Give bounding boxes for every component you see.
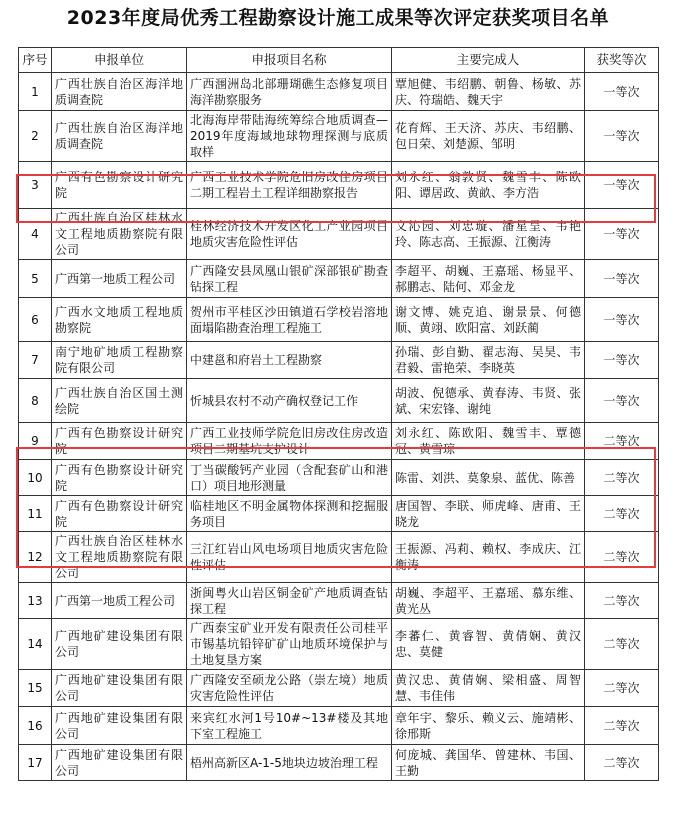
table-row xyxy=(19,423,659,460)
row-award: 一等次 xyxy=(585,73,659,111)
row-people: 胡波、倪德承、黄春涛、韦贤、张斌、宋宏锋、谢纯 xyxy=(392,379,585,423)
row-number: 17 xyxy=(19,745,52,781)
table-row xyxy=(19,460,659,496)
row-number: 8 xyxy=(19,379,52,423)
row-award: 一等次 xyxy=(585,342,659,379)
row-people: 李蕃仁、黄睿智、黄倩娴、黄汉忠、莫健 xyxy=(392,619,585,670)
row-award: 二等次 xyxy=(585,532,659,583)
table-row xyxy=(19,707,659,745)
row-number: 4 xyxy=(19,209,52,260)
row-award: 一等次 xyxy=(585,379,659,423)
row-number: 13 xyxy=(19,583,52,619)
row-unit: 广西地矿建设集团有限公司 xyxy=(52,707,187,745)
row-number: 10 xyxy=(19,460,52,496)
header-no: 序号 xyxy=(19,48,52,73)
table-header-row xyxy=(19,48,659,73)
row-project: 广西涠洲岛北部珊瑚礁生态修复项目海洋勘察服务 xyxy=(187,73,392,111)
row-people: 黄汉忠、黄倩娴、梁相盛、周智慧、韦佳伟 xyxy=(392,670,585,707)
row-award: 二等次 xyxy=(585,423,659,460)
row-unit: 广西壮族自治区桂林水文工程地质勘察院有限公司 xyxy=(52,209,187,260)
row-people: 唐国智、李联、师虎峰、唐甫、王晓龙 xyxy=(392,496,585,532)
row-people: 谢文博、姚克追、谢景景、何德顺、黄翊、欧阳富、刘跃蔺 xyxy=(392,298,585,342)
row-number: 15 xyxy=(19,670,52,707)
row-project: 广西泰宝矿业开发有限责任公司桂平市锡基坑铅锌矿矿山地质环境保护与土地复垦方案 xyxy=(187,619,392,670)
row-unit: 广西壮族自治区海洋地质调查院 xyxy=(52,73,187,111)
row-award: 二等次 xyxy=(585,619,659,670)
row-people: 何庞城、龚国华、曾建林、韦国、王勤 xyxy=(392,745,585,781)
row-unit: 广西水文地质工程地质勘察院 xyxy=(52,298,187,342)
table-row xyxy=(19,619,659,670)
row-number: 9 xyxy=(19,423,52,460)
table-row xyxy=(19,162,659,209)
table-row xyxy=(19,532,659,583)
row-unit: 广西壮族自治区海洋地质调查院 xyxy=(52,111,187,162)
row-number: 1 xyxy=(19,73,52,111)
row-people: 花育辉、王天济、苏庆、韦绍鹏、包日荣、刘楚源、邹明 xyxy=(392,111,585,162)
table-row xyxy=(19,73,659,111)
row-people: 刘永红、陈欧阳、魏雪丰、覃德冠、黄雪琼 xyxy=(392,423,585,460)
row-project: 广西工业技术学院危旧房改住房项目二期工程岩土工程详细勘察报告 xyxy=(187,162,392,209)
row-project: 梧州高新区A-1-5地块边坡治理工程 xyxy=(187,745,392,781)
row-people: 孙瑞、彭自勤、翟志海、吴昊、韦君毅、雷艳荣、李晓英 xyxy=(392,342,585,379)
row-project: 忻城县农村不动产确权登记工作 xyxy=(187,379,392,423)
row-people: 覃旭健、韦绍鹏、朝鲁、杨敏、苏庆、符瑞皓、魏天宇 xyxy=(392,73,585,111)
row-unit: 广西地矿建设集团有限公司 xyxy=(52,670,187,707)
row-project: 中建邕和府岩土工程勘察 xyxy=(187,342,392,379)
row-award: 二等次 xyxy=(585,745,659,781)
row-number: 5 xyxy=(19,260,52,298)
row-project: 广西工业技师学院危旧房改住房改造项目二期基坑支护设计 xyxy=(187,423,392,460)
row-number: 11 xyxy=(19,496,52,532)
row-award: 二等次 xyxy=(585,707,659,745)
row-project: 贺州市平桂区沙田镇道石学校岩溶地面塌陷勘查治理工程施工 xyxy=(187,298,392,342)
row-unit: 广西有色勘察设计研究院 xyxy=(52,496,187,532)
row-project: 广西隆安县凤凰山银矿深部银矿勘查钻探工程 xyxy=(187,260,392,298)
row-project: 浙闽粤火山岩区铜金矿产地质调查钻探工程 xyxy=(187,583,392,619)
row-project: 临桂地区不明金属物体探测和挖掘服务项目 xyxy=(187,496,392,532)
row-unit: 广西地矿建设集团有限公司 xyxy=(52,619,187,670)
row-project: 桂林经济技术开发区化工产业园项目地质灾害危险性评估 xyxy=(187,209,392,260)
table-row xyxy=(19,496,659,532)
row-award: 二等次 xyxy=(585,460,659,496)
page-title: 2023年度局优秀工程勘察设计施工成果等次评定获奖项目名单 xyxy=(66,7,610,29)
row-project: 北海海岸带陆海统筹综合地质调查—2019年度海域地球物理探测与底质取样 xyxy=(187,111,392,162)
table-row xyxy=(19,298,659,342)
table-row xyxy=(19,670,659,707)
row-award: 二等次 xyxy=(585,496,659,532)
header-people: 主要完成人 xyxy=(392,48,585,73)
header-project: 申报项目名称 xyxy=(187,48,392,73)
row-unit: 广西壮族自治区国土测绘院 xyxy=(52,379,187,423)
row-unit: 广西有色勘察设计研究院 xyxy=(52,423,187,460)
row-number: 2 xyxy=(19,111,52,162)
row-number: 3 xyxy=(19,162,52,209)
row-people: 文沁园、刘忠璇、潘星呈、韦艳玲、陈志高、王振源、江衡涛 xyxy=(392,209,585,260)
table-row xyxy=(19,209,659,260)
row-award: 二等次 xyxy=(585,670,659,707)
row-unit: 广西第一地质工程公司 xyxy=(52,583,187,619)
row-project: 三江红岩山风电场项目地质灾害危险性评估 xyxy=(187,532,392,583)
row-award: 一等次 xyxy=(585,111,659,162)
row-award: 一等次 xyxy=(585,162,659,209)
row-number: 7 xyxy=(19,342,52,379)
row-people: 刘永红、翁敦贤、魏雪丰、陈欧阳、谭居政、黄畝、李方浩 xyxy=(392,162,585,209)
table-row xyxy=(19,260,659,298)
row-unit: 广西有色勘察设计研究院 xyxy=(52,162,187,209)
table-row xyxy=(19,111,659,162)
row-award: 一等次 xyxy=(585,209,659,260)
row-number: 12 xyxy=(19,532,52,583)
table-row xyxy=(19,342,659,379)
row-unit: 广西壮族自治区桂林水文工程地质勘察院有限公司 xyxy=(52,532,187,583)
row-number: 14 xyxy=(19,619,52,670)
row-unit: 广西第一地质工程公司 xyxy=(52,260,187,298)
row-unit: 广西地矿建设集团有限公司 xyxy=(52,745,187,781)
row-people: 胡巍、李超平、王嘉瑶、慕东维、黄光丛 xyxy=(392,583,585,619)
awards-table xyxy=(18,47,659,781)
row-people: 李超平、胡巍、王嘉瑶、杨显平、郝鹏志、陆何、邓金龙 xyxy=(392,260,585,298)
row-award: 一等次 xyxy=(585,260,659,298)
row-award: 一等次 xyxy=(585,298,659,342)
row-award: 二等次 xyxy=(585,583,659,619)
row-number: 16 xyxy=(19,707,52,745)
row-unit: 广西有色勘察设计研究院 xyxy=(52,460,187,496)
header-award: 获奖等次 xyxy=(585,48,659,73)
row-people: 章年宇、黎乐、赖义云、施靖彬、徐邢斯 xyxy=(392,707,585,745)
row-project: 广西隆安至硕龙公路（崇左境）地质灾害危险性评估 xyxy=(187,670,392,707)
row-people: 陈雷、刘洪、莫象泉、蓝优、陈善 xyxy=(392,460,585,496)
row-unit: 南宁地矿地质工程勘察院有限公司 xyxy=(52,342,187,379)
table-row xyxy=(19,745,659,781)
table-row xyxy=(19,583,659,619)
row-project: 来宾红水河1号10#~13#楼及其地下室工程施工 xyxy=(187,707,392,745)
row-project: 丁当碳酸钙产业园（含配套矿山和港口）项目地形测量 xyxy=(187,460,392,496)
row-people: 王振源、冯莉、赖权、李成庆、江衡涛 xyxy=(392,532,585,583)
row-number: 6 xyxy=(19,298,52,342)
table-row xyxy=(19,379,659,423)
header-unit: 申报单位 xyxy=(52,48,187,73)
